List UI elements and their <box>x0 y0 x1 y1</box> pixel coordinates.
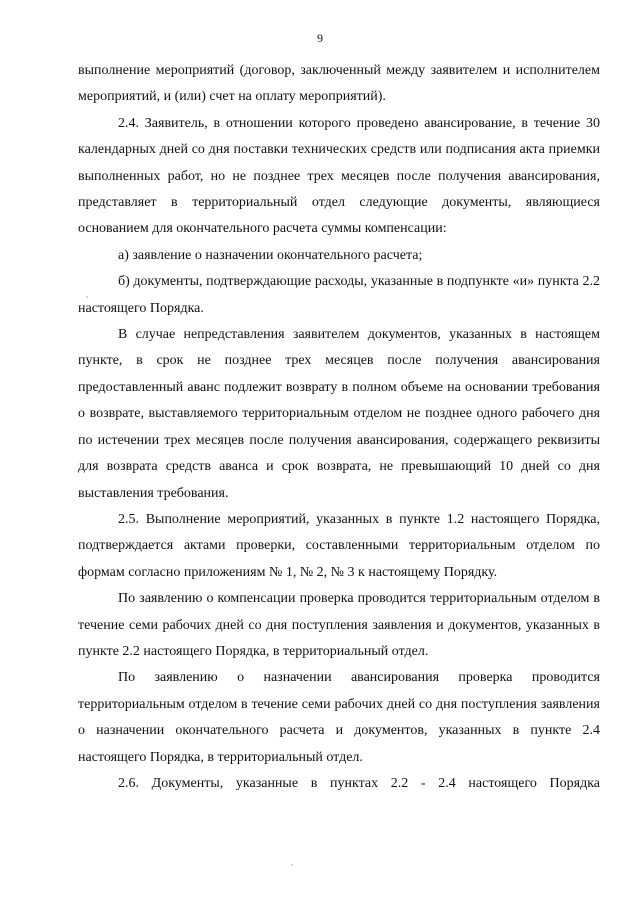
paragraph-compensation-check: По заявлению о компенсации проверка проводится территориальным отделом в течение семи рабочих дней со дня поступления заявления и документов, указанных в пункте 2.2 настоящего Порядка, в территориальный отдел. <box>78 591 600 659</box>
document-body <box>78 58 600 797</box>
paragraph-continuation: выполнение мероприятий (договор, заключенный между заявителем и исполнителем мероприятий, и (или) счет на оплату мероприятий). <box>78 63 600 105</box>
paragraph-non-submission: В случае непредставления заявителем документов, указанных в настоящем пункте, в срок не позднее трех месяцев после получения авансирования предоставленный аванс подлежит возврату в полном объеме на основании требования о возврате, выставляемого территориальным отделом не позднее одного рабочего дня по истечении трех месяцев после получения авансирования, содержащего реквизиты для возврата средств аванса и срок возврата, не превышающий 10 дней со дня выставления требования. <box>78 327 600 501</box>
paragraph-2-4: 2.4. Заявитель, в отношении которого проведено авансирование, в течение 30 календарных дней со дня поставки технических средств или подписания акта приемки выполненных работ, но не позднее трех месяцев после получения авансирования, представляет в территориальный отдел следующие документы, являющиеся основанием для окончательного расчета суммы компенсации: <box>78 115 600 237</box>
paragraph-2-5: 2.5. Выполнение мероприятий, указанных в пункте 1.2 настоящего Порядка, подтверждается актами проверки, составленными территориальным отделом по формам согласно приложениям № 1, № 2, № 3 к настоящему Порядку. <box>78 511 600 580</box>
paragraph-advance-check: По заявлению о назначении авансирования проверка проводится территориальным отделом в течение семи рабочих дней со дня поступления заявления о назначении окончательного расчета и документов, указанных в пункте 2.4 настоящего Порядка, в территориальный отдел. <box>78 670 600 765</box>
list-item-a: а) заявление о назначении окончательного расчета; <box>118 247 423 263</box>
scan-speck <box>291 864 293 866</box>
list-item-b: б) документы, подтверждающие расходы, указанные в подпункте «и» пункта 2.2 настоящего Порядка. <box>78 274 600 316</box>
page-number: 9 <box>317 31 323 45</box>
paragraph-2-6: 2.6. Документы, указанные в пунктах 2.2 - 2.4 настоящего Порядка <box>118 775 600 791</box>
scan-speck <box>86 296 88 298</box>
